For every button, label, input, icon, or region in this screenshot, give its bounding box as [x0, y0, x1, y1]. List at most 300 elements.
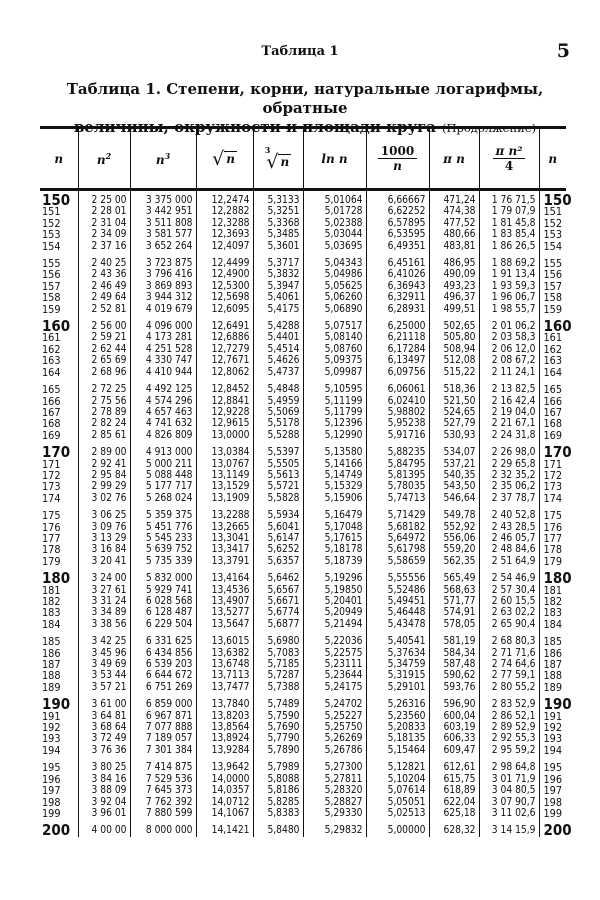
cell-n-right: 174	[539, 493, 566, 504]
cell-pi-n: 562,35	[429, 556, 479, 567]
cell-n-squared: 3 34 89	[78, 607, 130, 618]
cell-sqrt: 13,0000	[196, 430, 253, 441]
cell-circle-area: 2 86 52,1	[479, 711, 539, 722]
cell-sqrt: 13,9284	[196, 745, 253, 756]
cell-reciprocal: 5,02513	[366, 808, 429, 819]
cell-n-squared: 3 42 25	[78, 630, 130, 647]
table-row	[40, 269, 566, 280]
cell-n-cubed: 7 077 888	[130, 722, 196, 733]
cell-sqrt: 13,8203	[196, 711, 253, 722]
cell-n-cubed: 4 913 000	[130, 441, 196, 458]
cell-n: 178	[42, 543, 61, 557]
cell-sqrt: 12,6095	[196, 304, 253, 315]
cell-reciprocal: 6,53595	[366, 229, 429, 240]
cell-circle-area: 1 96 06,7	[479, 292, 539, 303]
cell-sqrt: 13,8924	[196, 733, 253, 744]
table-row	[40, 367, 566, 378]
cell-reciprocal: 6,13497	[366, 355, 429, 366]
cell-reciprocal: 5,12821	[366, 756, 429, 773]
cell-ln: 5,08140	[303, 332, 366, 343]
cell-pi-n: 593,76	[429, 682, 479, 693]
cell-pi-n: 625,18	[429, 808, 479, 819]
cell-n-cubed: 3 723 875	[130, 252, 196, 269]
cell-n-cubed: 6 331 625	[130, 630, 196, 647]
cell-ln: 5,07517	[303, 315, 366, 332]
caption-line-2-text: величины, окружности и площади круга	[73, 118, 436, 136]
cell-pi-n: 471,24	[429, 190, 479, 207]
cell-n-squared: 2 37 16	[78, 241, 130, 252]
cell-n-cubed: 4 330 747	[130, 355, 196, 366]
cell-circle-area: 2 57 30,4	[479, 585, 539, 596]
cell-circle-area: 2 19 04,0	[479, 407, 539, 418]
cell-ln: 5,09987	[303, 367, 366, 378]
cell-circle-area: 2 71 71,6	[479, 648, 539, 659]
cell-ln: 5,04986	[303, 269, 366, 280]
cell-reciprocal: 5,00000	[366, 819, 429, 836]
cell-pi-n: 559,20	[429, 544, 479, 555]
cell-n-right: 191	[539, 711, 566, 722]
cell-n-right: 187	[539, 659, 566, 670]
cell-n-cubed: 5 000 211	[130, 459, 196, 470]
cell-circle-area: 2 13 82,5	[479, 378, 539, 395]
cell-n-cubed: 7 189 057	[130, 733, 196, 744]
cell-cbrt: 5,3832	[253, 269, 303, 280]
cell-n-right: 171	[539, 459, 566, 470]
cell-circle-area: 1 76 71,5	[479, 190, 539, 207]
cell-n: 191	[42, 709, 61, 723]
math-table	[40, 126, 572, 840]
table-row	[40, 407, 566, 418]
cell-n-cubed: 5 929 741	[130, 585, 196, 596]
cell-n: 190	[42, 695, 71, 714]
cell-cbrt: 5,6041	[253, 522, 303, 533]
table-row	[40, 596, 566, 607]
cell-cbrt: 5,7287	[253, 670, 303, 681]
cell-cbrt: 5,5934	[253, 504, 303, 521]
cell-sqrt: 13,6015	[196, 630, 253, 647]
cell-circle-area: 1 98 55,7	[479, 304, 539, 315]
cell-n-right: 165	[539, 378, 566, 395]
cell-n-right: 157	[539, 281, 566, 292]
cell-ln: 5,12396	[303, 418, 366, 429]
cell-reciprocal: 5,34759	[366, 659, 429, 670]
table-row	[40, 355, 566, 366]
cell-circle-area: 2 80 55,2	[479, 682, 539, 693]
cell-pi-n: 537,21	[429, 459, 479, 470]
cell-reciprocal: 5,07614	[366, 785, 429, 796]
cell-reciprocal: 5,64972	[366, 533, 429, 544]
cell-n-cubed: 7 762 392	[130, 797, 196, 808]
cell-n: 158	[42, 291, 61, 305]
cell-reciprocal: 5,88235	[366, 441, 429, 458]
table-row	[40, 819, 566, 836]
cell-n-cubed: 6 751 269	[130, 682, 196, 693]
table-row	[40, 292, 566, 303]
cell-n-right: 163	[539, 355, 566, 366]
table-row	[40, 585, 566, 596]
cell-cbrt: 5,8285	[253, 797, 303, 808]
cell-reciprocal: 6,21118	[366, 332, 429, 343]
cell-reciprocal: 5,43478	[366, 619, 429, 630]
cell-ln: 5,14166	[303, 459, 366, 470]
cell-reciprocal: 6,49351	[366, 241, 429, 252]
cell-n-right: 197	[539, 785, 566, 796]
cell-ln: 5,27811	[303, 774, 366, 785]
cell-reciprocal: 5,29101	[366, 682, 429, 693]
cell-n: 156	[42, 268, 61, 282]
cell-n-squared: 3 27 61	[78, 585, 130, 596]
col-n-squared: $n^2$	[78, 128, 130, 190]
cell-n-squared: 2 65 69	[78, 355, 130, 366]
cell-sqrt: 12,7279	[196, 344, 253, 355]
cell-ln: 5,16479	[303, 504, 366, 521]
cell-sqrt: 13,5647	[196, 619, 253, 630]
cell-sqrt: 12,8841	[196, 396, 253, 407]
cell-n-cubed: 4 741 632	[130, 418, 196, 429]
table-row	[40, 659, 566, 670]
cell-ln: 5,19296	[303, 567, 366, 584]
cell-sqrt: 13,5277	[196, 607, 253, 618]
cell-ln: 5,06260	[303, 292, 366, 303]
cell-n-squared: 3 13 29	[78, 533, 130, 544]
cell-pi-n: 552,92	[429, 522, 479, 533]
cell-n-cubed: 7 301 384	[130, 745, 196, 756]
cell-n: 183	[42, 606, 61, 620]
cell-pi-n: 493,23	[429, 281, 479, 292]
cell-n: 189	[42, 680, 61, 694]
cell-n: 171	[42, 457, 61, 471]
cell-n-cubed: 4 826 809	[130, 430, 196, 441]
cell-pi-n: 512,08	[429, 355, 479, 366]
table-row	[40, 190, 566, 207]
cell-pi-n: 615,75	[429, 774, 479, 785]
cell-pi-n: 534,07	[429, 441, 479, 458]
cell-n-right: 176	[539, 522, 566, 533]
cell-cbrt: 5,4175	[253, 304, 303, 315]
cell-cbrt: 5,8186	[253, 785, 303, 796]
table-row	[40, 481, 566, 492]
cell-sqrt: 12,2474	[196, 190, 253, 207]
table-row	[40, 567, 566, 584]
col-n-right: n	[539, 128, 566, 190]
cell-n-squared: 3 64 81	[78, 711, 130, 722]
cell-circle-area: 2 48 84,6	[479, 544, 539, 555]
cell-ln: 5,02388	[303, 218, 366, 229]
cell-n-cubed: 5 545 233	[130, 533, 196, 544]
cell-n: 153	[42, 228, 61, 242]
cell-reciprocal: 5,18135	[366, 733, 429, 744]
cell-n-cubed: 7 645 373	[130, 785, 196, 796]
cell-n-cubed: 4 574 296	[130, 396, 196, 407]
cell-pi-n: 584,34	[429, 648, 479, 659]
table-row	[40, 378, 566, 395]
cell-circle-area: 1 79 07,9	[479, 206, 539, 217]
cell-sqrt: 13,7113	[196, 670, 253, 681]
cell-n-cubed: 4 657 463	[130, 407, 196, 418]
cell-circle-area: 3 07 90,7	[479, 797, 539, 808]
cell-n-squared: 2 59 21	[78, 332, 130, 343]
cell-sqrt: 14,0357	[196, 785, 253, 796]
cell-n-right: 152	[539, 218, 566, 229]
cell-pi-n: 480,66	[429, 229, 479, 240]
cell-n-right: 151	[539, 206, 566, 217]
cell-n-squared: 2 62 44	[78, 344, 130, 355]
cell-cbrt: 5,5613	[253, 470, 303, 481]
cell-sqrt: 13,4907	[196, 596, 253, 607]
cell-ln: 5,01728	[303, 206, 366, 217]
cell-pi-n: 490,09	[429, 269, 479, 280]
cell-n: 165	[42, 383, 61, 397]
cell-cbrt: 5,4401	[253, 332, 303, 343]
table-row	[40, 774, 566, 785]
cell-sqrt: 13,7477	[196, 682, 253, 693]
cell-pi-n: 543,50	[429, 481, 479, 492]
table-row	[40, 281, 566, 292]
table-row	[40, 430, 566, 441]
cell-cbrt: 5,7989	[253, 756, 303, 773]
cell-n-right: 190	[539, 693, 566, 710]
cell-sqrt: 13,8564	[196, 722, 253, 733]
table-row	[40, 756, 566, 773]
cell-circle-area: 2 29 65,8	[479, 459, 539, 470]
cell-n: 197	[42, 784, 61, 798]
cell-pi-n: 603,19	[429, 722, 479, 733]
cell-n-right: 195	[539, 756, 566, 773]
cell-n: 154	[42, 239, 61, 253]
cell-pi-n: 527,79	[429, 418, 479, 429]
cell-n-squared: 3 38 56	[78, 619, 130, 630]
cell-circle-area: 2 77 59,1	[479, 670, 539, 681]
cell-ln: 5,22036	[303, 630, 366, 647]
caption-continued: (Продолжение)	[441, 121, 537, 135]
cell-cbrt: 5,4288	[253, 315, 303, 332]
cell-n: 162	[42, 342, 61, 356]
cell-reciprocal: 5,52486	[366, 585, 429, 596]
table-row	[40, 493, 566, 504]
table-row	[40, 556, 566, 567]
cell-ln: 5,12990	[303, 430, 366, 441]
cell-n-cubed: 6 859 000	[130, 693, 196, 710]
cell-ln: 5,03695	[303, 241, 366, 252]
cell-n-right: 192	[539, 722, 566, 733]
cell-n-right: 179	[539, 556, 566, 567]
cell-n-right: 175	[539, 504, 566, 521]
cell-pi-n: 483,81	[429, 241, 479, 252]
cell-n-cubed: 3 652 264	[130, 241, 196, 252]
cell-n-right: 166	[539, 396, 566, 407]
cell-pi-n: 508,94	[429, 344, 479, 355]
cell-ln: 5,28320	[303, 785, 366, 796]
cell-sqrt: 13,1909	[196, 493, 253, 504]
cell-ln: 5,21494	[303, 619, 366, 630]
cell-n: 151	[42, 205, 61, 219]
cell-n-squared: 2 31 04	[78, 218, 130, 229]
table-row	[40, 630, 566, 647]
table-row	[40, 441, 566, 458]
table-row	[40, 304, 566, 315]
table-row	[40, 218, 566, 229]
cell-n: 161	[42, 331, 61, 345]
cell-cbrt: 5,5288	[253, 430, 303, 441]
cell-n: 193	[42, 732, 61, 746]
cell-n-cubed: 3 944 312	[130, 292, 196, 303]
table-row	[40, 785, 566, 796]
cell-n-squared: 2 46 49	[78, 281, 130, 292]
cell-cbrt: 5,4061	[253, 292, 303, 303]
cell-ln: 5,09375	[303, 355, 366, 366]
cell-n: 167	[42, 405, 61, 419]
cell-sqrt: 14,0000	[196, 774, 253, 785]
cell-n-cubed: 4 410 944	[130, 367, 196, 378]
cell-ln: 5,11199	[303, 396, 366, 407]
cell-pi-n: 474,38	[429, 206, 479, 217]
cell-pi-n: 505,80	[429, 332, 479, 343]
cell-ln: 5,01064	[303, 190, 366, 207]
cell-cbrt: 5,5069	[253, 407, 303, 418]
cell-n: 168	[42, 417, 61, 431]
cell-reciprocal: 5,91716	[366, 430, 429, 441]
col-reciprocal: $\frac{1000}{n}$	[366, 128, 429, 190]
cell-n-right: 155	[539, 252, 566, 269]
caption-line-1: Таблица 1. Степени, корни, натуральные логарифмы, обратные	[66, 80, 544, 117]
cell-n-right: 172	[539, 470, 566, 481]
cell-n: 198	[42, 795, 61, 809]
cell-n: 185	[42, 635, 61, 649]
cell-ln: 5,15906	[303, 493, 366, 504]
cell-sqrt: 14,0712	[196, 797, 253, 808]
cell-sqrt: 13,3417	[196, 544, 253, 555]
cell-ln: 5,29330	[303, 808, 366, 819]
cell-sqrt: 14,1421	[196, 819, 253, 836]
cell-ln: 5,18178	[303, 544, 366, 555]
cell-n-right: 182	[539, 596, 566, 607]
cell-n-squared: 3 92 04	[78, 797, 130, 808]
cell-n: 194	[42, 743, 61, 757]
cell-cbrt: 5,3133	[253, 190, 303, 207]
cell-n-right: 180	[539, 567, 566, 584]
cell-n-right: 162	[539, 344, 566, 355]
cell-sqrt: 12,5300	[196, 281, 253, 292]
table-row	[40, 459, 566, 470]
table-row	[40, 808, 566, 819]
cell-n: 179	[42, 554, 61, 568]
cell-reciprocal: 5,49451	[366, 596, 429, 607]
cell-n-cubed: 3 511 808	[130, 218, 196, 229]
cell-circle-area: 3 11 02,6	[479, 808, 539, 819]
cell-n: 170	[42, 443, 71, 462]
cell-reciprocal: 5,68182	[366, 522, 429, 533]
cell-cbrt: 5,8480	[253, 819, 303, 836]
table-body	[40, 190, 572, 840]
cell-circle-area: 2 51 64,9	[479, 556, 539, 567]
cell-n-right: 167	[539, 407, 566, 418]
cell-ln: 5,22575	[303, 648, 366, 659]
page-header	[0, 40, 600, 62]
cell-circle-area: 2 03 58,3	[479, 332, 539, 343]
cell-circle-area: 1 81 45,8	[479, 218, 539, 229]
cell-n-cubed: 3 375 000	[130, 190, 196, 207]
cell-circle-area: 2 46 05,7	[479, 533, 539, 544]
cell-n-squared: 2 78 89	[78, 407, 130, 418]
cell-n-right: 183	[539, 607, 566, 618]
cell-ln: 5,28827	[303, 797, 366, 808]
cell-pi-n: 606,33	[429, 733, 479, 744]
cell-ln: 5,26786	[303, 745, 366, 756]
cell-n-squared: 3 80 25	[78, 756, 130, 773]
cell-n-squared: 3 20 41	[78, 556, 130, 567]
cell-cbrt: 5,6671	[253, 596, 303, 607]
cell-ln: 5,18739	[303, 556, 366, 567]
cell-circle-area: 2 24 31,8	[479, 430, 539, 441]
cell-n-cubed: 6 539 203	[130, 659, 196, 670]
col-n-cubed: $n^3$	[130, 128, 196, 190]
cell-pi-n: 574,91	[429, 607, 479, 618]
cell-n: 184	[42, 617, 61, 631]
cell-reciprocal: 6,32911	[366, 292, 429, 303]
cell-n-cubed: 7 529 536	[130, 774, 196, 785]
cell-n-cubed: 6 028 568	[130, 596, 196, 607]
cell-n: 187	[42, 658, 61, 672]
table-row	[40, 533, 566, 544]
cell-n-squared: 3 49 69	[78, 659, 130, 670]
col-pi-n: π n	[429, 128, 479, 190]
cell-ln: 5,10595	[303, 378, 366, 395]
cell-n-right: 184	[539, 619, 566, 630]
col-circle-area: $\frac{\text{π n²}}{4}$	[479, 128, 539, 190]
header-row	[40, 128, 566, 190]
cell-cbrt: 5,8383	[253, 808, 303, 819]
cell-cbrt: 5,7890	[253, 745, 303, 756]
cell-cbrt: 5,6462	[253, 567, 303, 584]
cell-n-right: 170	[539, 441, 566, 458]
cell-ln: 5,08760	[303, 344, 366, 355]
cell-circle-area: 3 14 15,9	[479, 819, 539, 836]
cell-cbrt: 5,6567	[253, 585, 303, 596]
cell-ln: 5,20401	[303, 596, 366, 607]
cell-reciprocal: 5,15464	[366, 745, 429, 756]
cell-sqrt: 12,4499	[196, 252, 253, 269]
cell-cbrt: 5,6877	[253, 619, 303, 630]
cell-reciprocal: 5,05051	[366, 797, 429, 808]
cell-circle-area: 2 01 06,2	[479, 315, 539, 332]
table-row	[40, 682, 566, 693]
cell-n-squared: 3 53 44	[78, 670, 130, 681]
cell-circle-area: 2 37 78,7	[479, 493, 539, 504]
cell-ln: 5,06890	[303, 304, 366, 315]
cell-sqrt: 12,5698	[196, 292, 253, 303]
cell-n-cubed: 5 639 752	[130, 544, 196, 555]
cell-n: 176	[42, 520, 61, 534]
cell-circle-area: 2 11 24,1	[479, 367, 539, 378]
cell-pi-n: 546,64	[429, 493, 479, 504]
table-row	[40, 344, 566, 355]
cell-pi-n: 524,65	[429, 407, 479, 418]
cell-pi-n: 571,77	[429, 596, 479, 607]
cell-n-right: 186	[539, 648, 566, 659]
cell-reciprocal: 6,57895	[366, 218, 429, 229]
cell-n-cubed: 5 088 448	[130, 470, 196, 481]
cell-n-squared: 2 52 81	[78, 304, 130, 315]
cell-ln: 5,19850	[303, 585, 366, 596]
cell-cbrt: 5,6252	[253, 544, 303, 555]
cell-pi-n: 590,62	[429, 670, 479, 681]
table-row	[40, 670, 566, 681]
table-row	[40, 315, 566, 332]
cell-reciprocal: 6,41026	[366, 269, 429, 280]
cell-sqrt: 12,6886	[196, 332, 253, 343]
cell-sqrt: 13,1149	[196, 470, 253, 481]
cell-cbrt: 5,5397	[253, 441, 303, 458]
